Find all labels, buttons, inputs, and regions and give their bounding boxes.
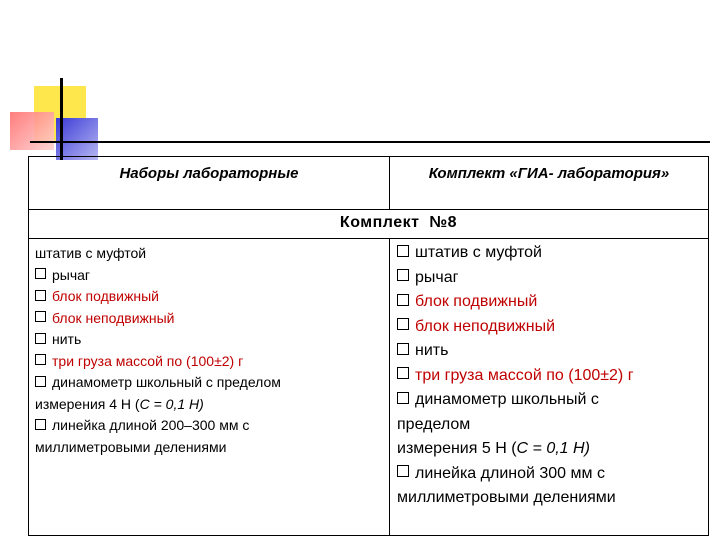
left-item-6: три груза массой по (100±2) г — [35, 351, 383, 373]
right-item-2: рычаг — [397, 266, 702, 291]
header-right-cell — [390, 157, 709, 210]
left-item-5: нить — [35, 329, 383, 351]
checkbox-icon — [397, 245, 409, 257]
checkbox-icon — [397, 318, 409, 330]
right-item-1: штатив с муфтой — [397, 241, 702, 266]
right-item-7: динамометр школьный с — [397, 388, 702, 413]
header-left-text: Наборы лабораторные — [119, 165, 299, 182]
checkbox-icon — [397, 294, 409, 306]
right-item-10: линейка длиной 300 мм с — [397, 462, 702, 487]
checkbox-icon — [397, 269, 409, 281]
checkbox-icon — [35, 376, 46, 387]
decor-red-square — [10, 112, 54, 150]
checkbox-icon — [397, 343, 409, 355]
checkbox-icon — [35, 419, 46, 430]
decor-vertical-line — [60, 78, 63, 160]
right-item-9: измерения 5 Н (С = 0,1 Н) — [397, 440, 590, 457]
right-item-5: нить — [397, 339, 702, 364]
checkbox-icon — [397, 392, 409, 404]
left-item-4: блок неподвижный — [35, 308, 383, 330]
left-list-cell — [29, 239, 390, 536]
left-item-8: измерения 4 Н (С = 0,1 Н) — [35, 395, 204, 412]
left-item-3: блок подвижный — [35, 286, 383, 308]
komplekt-row — [29, 210, 709, 239]
komplekt-title: Комплект №8 — [339, 214, 458, 231]
left-item-2: рычаг — [35, 265, 383, 287]
right-item-4: блок неподвижный — [397, 315, 702, 340]
checkbox-icon — [35, 311, 46, 322]
checkbox-icon — [35, 268, 46, 279]
equipment-table — [28, 156, 709, 536]
left-item-9: линейка длиной 200–300 мм с — [35, 415, 383, 437]
left-item-7: динамометр школьный с пределом — [35, 372, 383, 394]
checkbox-icon — [397, 367, 409, 379]
checkbox-icon — [35, 290, 46, 301]
checkbox-icon — [35, 354, 46, 365]
header-left-cell — [29, 157, 390, 210]
checkbox-icon — [397, 465, 409, 477]
right-item-3: блок подвижный — [397, 290, 702, 315]
left-item-10: миллиметровыми делениями — [35, 438, 227, 455]
right-item-6: три груза массой по (100±2) г — [397, 364, 702, 389]
right-list-cell — [390, 239, 709, 536]
header-right-text: Комплект «ГИА- лаборатория» — [428, 165, 670, 182]
decor-horizontal-line — [30, 141, 710, 143]
left-item-1: штатив с муфтой — [35, 245, 147, 261]
right-item-8: пределом — [397, 415, 471, 433]
right-item-11: миллиметровыми делениями — [397, 489, 616, 506]
checkbox-icon — [35, 333, 46, 344]
